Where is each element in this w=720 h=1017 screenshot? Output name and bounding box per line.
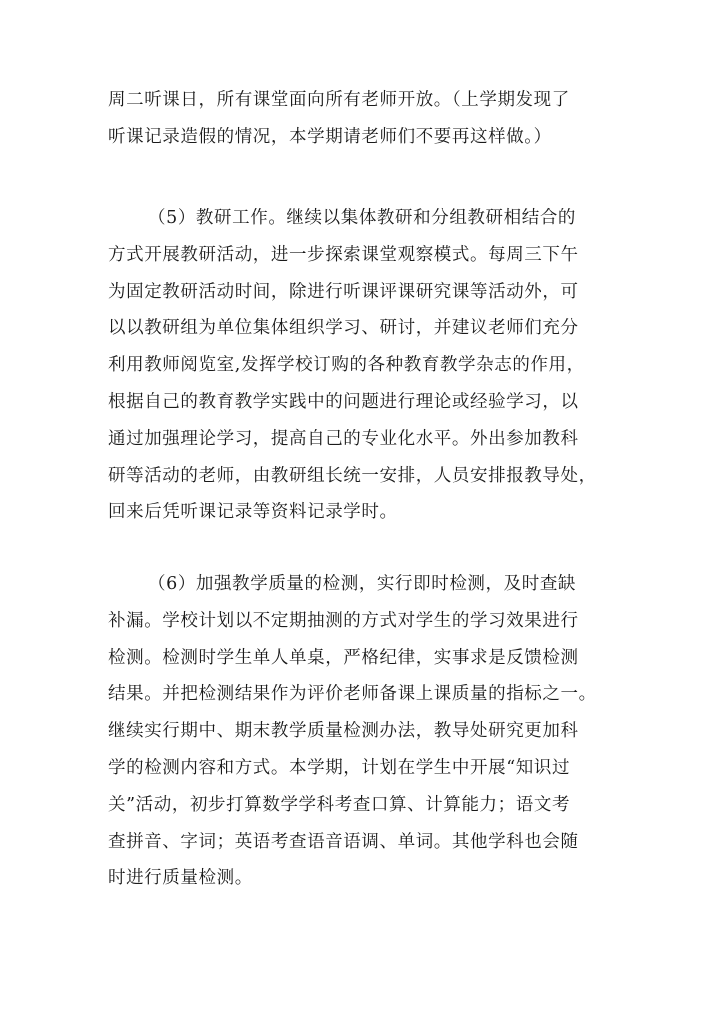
text-line-first: （5）教研工作。继续以集体教研和分组教研相结合的 — [148, 208, 577, 228]
text-line: 检测。检测时学生单人单桌，严格纪律，实事求是反馈检测 — [108, 647, 579, 668]
text-line: 利用教师阅览室,发挥学校订购的各种教育教学杂志的作用， — [108, 355, 585, 376]
text-line: 结果。并把检测结果作为评价老师备课上课质量的指标之一。 — [108, 684, 597, 705]
paragraph-teaching-research — [108, 200, 613, 531]
text-line: 补漏。学校计划以不定期抽测的方式对学生的学习效果进行 — [108, 610, 579, 631]
text-line: 时进行质量检测。 — [108, 868, 253, 889]
text-line: 关”活动，初步打算数学学科考查口算、计算能力；语文考 — [108, 794, 571, 815]
text-line: 继续实行期中、期末教学质量检测办法，教导处研究更加科 — [108, 721, 579, 742]
paragraph-quality-testing — [108, 566, 613, 897]
text-line: 为固定教研活动时间，除进行听课评课研究课等活动外，可 — [108, 281, 579, 302]
text-line: 查拼音、字词；英语考查语音语调、单词。其他学科也会随 — [108, 831, 579, 852]
text-line: 学的检测内容和方式。本学期，计划在学生中开展“知识过 — [108, 757, 571, 778]
text-line: 听课记录造假的情况，本学期请老师们不要再这样做。） — [108, 126, 552, 147]
text-line-first: （6）加强教学质量的检测，实行即时检测，及时查缺 — [148, 574, 577, 594]
text-line: 通过加强理论学习，提高自己的专业化水平。外出参加教科 — [108, 428, 579, 449]
text-line: 周二听课日，所有课堂面向所有老师开放。（上学期发现了 — [108, 90, 570, 110]
text-line: 回来后凭听课记录等资料记录学时。 — [108, 502, 398, 523]
text-line: 方式开展教研活动，进一步探索课堂观察模式。每周三下午 — [108, 244, 579, 265]
paragraph-listening-day — [108, 82, 613, 156]
text-line: 以以教研组为单位集体组织学习、研讨，并建议老师们充分 — [108, 318, 579, 339]
text-line: 根据自己的教育教学实践中的问题进行理论或经验学习，以 — [108, 391, 579, 412]
text-line: 研等活动的老师，由教研组长统一安排，人员安排报教导处， — [108, 465, 597, 486]
